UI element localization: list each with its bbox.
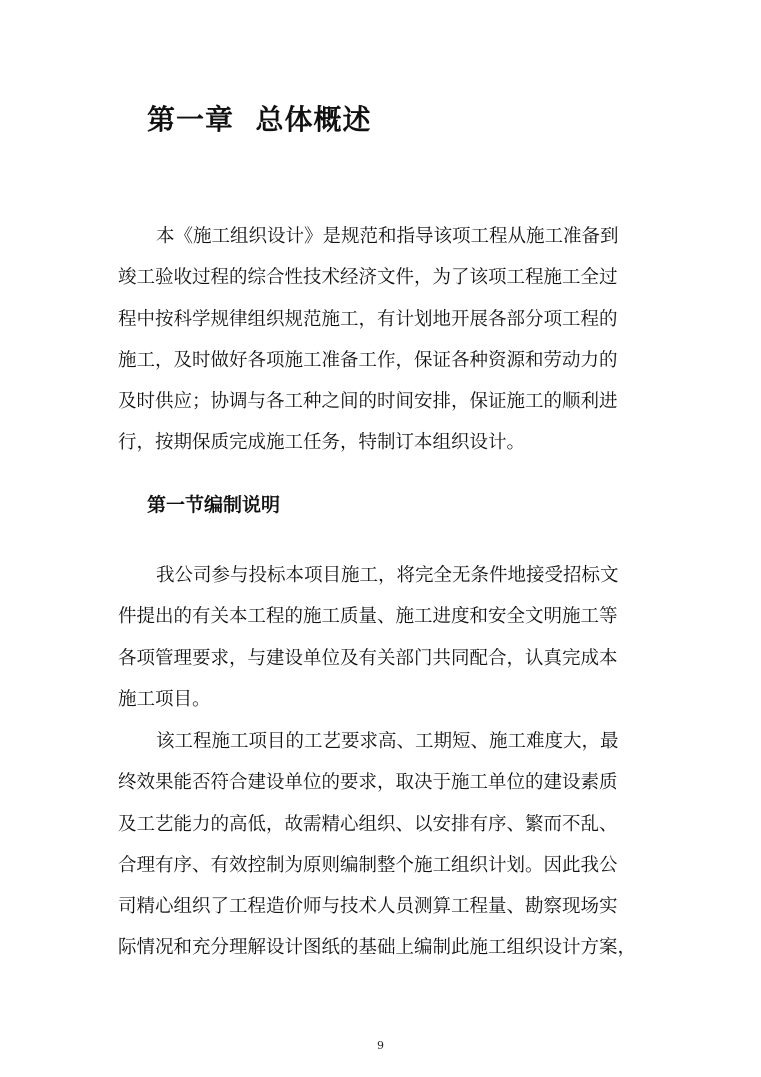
section-paragraph-2 bbox=[118, 721, 658, 969]
intro-line: 及时供应；协调与各工种之间的时间安排，保证施工的顺利进 bbox=[118, 391, 618, 413]
chapter-title: 第一章 总体概述 bbox=[147, 103, 372, 136]
intro-line: 行，按期保质完成施工任务，特制订本组织设计。 bbox=[118, 432, 526, 454]
paragraph-line: 终效果能否符合建设单位的要求，取决于施工单位的建设素质 bbox=[118, 772, 618, 794]
paragraph-line: 司精心组织了工程造价师与技术人员测算工程量、勘察现场实 bbox=[118, 896, 618, 918]
paragraph-line: 该工程施工项目的工艺要求高、工期短、施工难度大，最 bbox=[156, 731, 619, 752]
intro-paragraph bbox=[118, 216, 658, 464]
page-number: 9 bbox=[377, 1039, 384, 1052]
intro-line: 施工，及时做好各项施工准备工作，保证各种资源和劳动力的 bbox=[118, 349, 618, 371]
intro-line: 竣工验收过程的综合性技术经济文件，为了该项工程施工全过 bbox=[118, 267, 618, 289]
paragraph-line: 件提出的有关本工程的施工质量、施工进度和安全文明施工等 bbox=[118, 606, 618, 628]
intro-line: 程中按科学规律组织规范施工，有计划地开展各部分项工程的 bbox=[118, 308, 618, 330]
section-paragraph-1 bbox=[118, 555, 658, 720]
paragraph-line: 我公司参与投标本项目施工，将完全无条件地接受招标文 bbox=[156, 565, 619, 586]
section-title: 第一节编制说明 bbox=[147, 494, 281, 516]
paragraph-line: 施工项目。 bbox=[118, 688, 211, 710]
paragraph-line: 及工艺能力的高低，故需精心组织、以安排有序、繁而不乱、 bbox=[118, 813, 618, 835]
paragraph-line: 合理有序、有效控制为原则编制整个施工组织计划。因此我公 bbox=[118, 854, 618, 876]
intro-line: 本《施工组织设计》是规范和指导该项工程从施工准备到 bbox=[156, 226, 619, 247]
paragraph-line: 际情况和充分理解设计图纸的基础上编制此施工组织设计方案， bbox=[118, 937, 637, 959]
paragraph-line: 各项管理要求，与建设单位及有关部门共同配合，认真完成本 bbox=[118, 647, 618, 669]
